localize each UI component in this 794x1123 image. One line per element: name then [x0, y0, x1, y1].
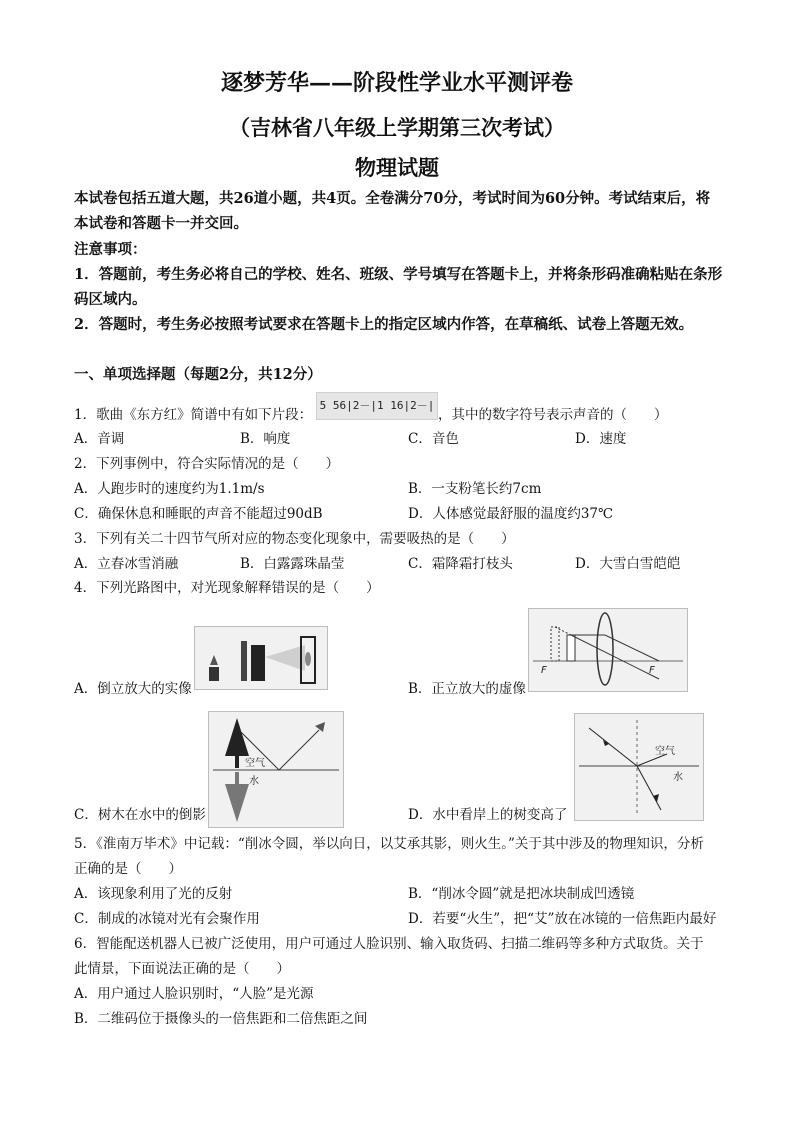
- q2-option-d: D．人体感觉最舒服的温度约37℃: [408, 506, 614, 522]
- section-1-heading: 一、单项选择题（每题2分，共12分）: [74, 366, 322, 383]
- q1-option-d: D．速度: [575, 431, 627, 447]
- q1-option-b: B．响度: [240, 431, 291, 447]
- q5-option-b: B．“削冰令圆”就是把冰块制成凹透镜: [408, 886, 635, 902]
- q1-stem-before: 1．歌曲《东方红》简谱中有如下片段：: [74, 407, 313, 423]
- q2-option-c: C．确保休息和睡眠的声音不能超过90dB: [74, 506, 323, 522]
- figure-d-refraction-image: [574, 713, 704, 821]
- q2-option-a: A．人跑步时的速度约为1.1m/s: [74, 481, 265, 497]
- q5-option-c: C．制成的冰镜对光有会聚作用: [74, 911, 260, 927]
- q4-option-b: B．正立放大的虚像: [408, 681, 526, 697]
- q5-stem-line-2: 正确的是（ ）: [74, 861, 182, 877]
- q3-option-d: D．大雪白雪皑皑: [575, 556, 681, 572]
- q3-option-c: C．霜降霜打枝头: [408, 556, 513, 572]
- note-1: 1．答题前，考生务必将自己的学校、姓名、班级、学号填写在答题卡上，并将条形码准确粘贴在条形码区域内。: [74, 266, 723, 308]
- q2-option-b: B．一支粉笔长约7cm: [408, 481, 542, 497]
- projector-diagram: [195, 627, 327, 689]
- q2-stem: 2．下列事例中，符合实际情况的是（ ）: [74, 456, 340, 472]
- q4-option-a: A．倒立放大的实像: [74, 681, 192, 697]
- q1-option-c: C．音色: [408, 431, 459, 447]
- figure-c-reflection-image: [208, 711, 344, 828]
- notes-heading: 注意事项：: [74, 241, 147, 258]
- q6-stem-line-1: 6．智能配送机器人已被广泛使用，用户可通过人脸识别、输入取货码、扫描二维码等多种方式取货。关于: [74, 936, 704, 952]
- subject-title: 物理试题: [355, 155, 439, 180]
- exam-subtitle: （吉林省八年级上学期第三次考试）: [229, 115, 565, 140]
- air-label-d: 空气: [655, 746, 675, 757]
- exam-description: 本试卷包括五道大题，共26道小题，共4页。全卷满分70分，考试时间为60分钟。考试结束后，将本试卷和答题卡一并交回。: [74, 190, 711, 232]
- music-notation-image: 5 56|2－|1 16|2－|: [316, 392, 438, 420]
- focal-point-left-label: F: [541, 665, 547, 676]
- exam-title: 逐梦芳华——阶段性学业水平测评卷: [220, 70, 573, 96]
- water-label-c: 水: [249, 776, 259, 787]
- q6-stem-line-2: 此情景，下面说法正确的是（ ）: [74, 961, 290, 977]
- q3-option-b: B．白露露珠晶莹: [240, 556, 345, 572]
- q1-stem-after: ，其中的数字符号表示声音的（ ）: [438, 407, 668, 423]
- refraction-diagram: [575, 714, 703, 820]
- focal-point-right-label: F: [649, 665, 655, 676]
- figure-a-projector-image: [194, 626, 328, 690]
- magnifier-diagram: [529, 609, 687, 691]
- q6-option-b: B．二维码位于摄像头的一倍焦距和二倍焦距之间: [74, 1011, 368, 1027]
- note-2: 2．答题时，考生务必按照考试要求在答题卡上的指定区域内作答，在草稿纸、试卷上答题无效。: [74, 316, 694, 333]
- q3-option-a: A．立春冰雪消融: [74, 556, 179, 572]
- reflection-diagram: [209, 712, 343, 827]
- q5-option-d: D．若要“火生”，把“艾”放在冰镜的一倍焦距内最好: [408, 911, 717, 927]
- water-label-d: 水: [673, 772, 683, 783]
- q4-option-d: D．水中看岸上的树变高了: [408, 807, 568, 823]
- q1-option-a: A．音调: [74, 431, 125, 447]
- q4-stem: 4．下列光路图中，对光现象解释错误的是（ ）: [74, 580, 380, 596]
- q6-option-a: A．用户通过人脸识别时，“人脸”是光源: [74, 986, 314, 1002]
- q3-stem: 3．下列有关二十四节气所对应的物态变化现象中，需要吸热的是（ ）: [74, 531, 515, 547]
- q5-option-a: A．该现象利用了光的反射: [74, 886, 233, 902]
- q4-option-c: C．树木在水中的倒影: [74, 807, 206, 823]
- air-label-c: 空气: [245, 758, 265, 769]
- q5-stem-line-1: 5．《淮南万毕术》中记载：“削冰令圆，举以向日，以艾承其影，则火生。”关于其中涉及的物理知识，分析: [74, 836, 704, 852]
- figure-b-magnifier-image: [528, 608, 688, 692]
